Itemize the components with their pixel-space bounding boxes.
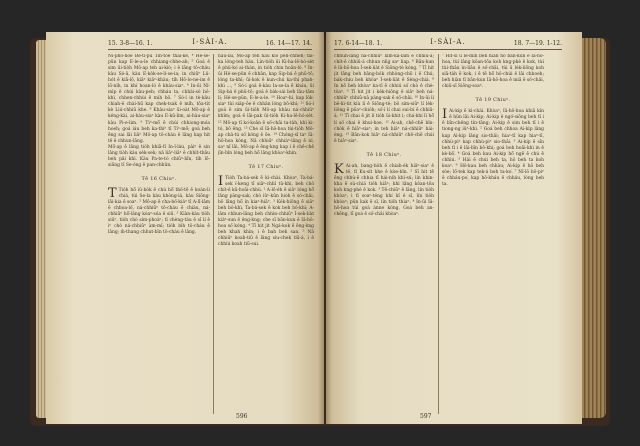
drop-cap: T — [108, 185, 117, 201]
header-rule — [108, 49, 312, 50]
left-header-range-end: 16. 14—17. 14. — [265, 40, 312, 47]
right-header-range: 17. 6-14—18. 1. — [334, 40, 383, 47]
column-divider — [213, 54, 214, 414]
chapter-heading: Tē 19 Chiuⁿ. — [475, 97, 511, 104]
left-page-header — [108, 38, 312, 50]
drop-cap: I — [442, 107, 448, 123]
verse-text: Tio̍h hō͘ iû-bo̍k ê chú hō͘ thó͘-tē ê koán-lí chiá, tùi Se-la kàu khòng-iá, kàu Siōng-lāi-kia ê soaⁿ. ² Mô-ap ê cha-bó͘-kiáⁿ tī A-lî-lâm ê chhoa-ló͘, ná-chhiūⁿ tô-cháu ê chiáu, ná-chhiūⁿ hō͘-lâng kóaⁿ-sóa ê siū. ³ Kiàn-kàu tio̍h siūⁿ, tio̍h chò sím-phoàⁿ; tī chèng-tàu ê sî lí ê ìⁿ chò ná-chhiūⁿ àm-mî; tio̍h bi̍h tô-cháu ê lâng; m̄-thang chhut-bīn tô-cháu ê lâng. — [108, 187, 210, 236]
right-header-book: I-SÀI-A. — [430, 38, 466, 46]
verse-text: Ai-kip ê kì-chài. Khòaⁿ, Iâ-hô-hoa khiâ kín ê hûn lâi Ai-kip; Ai-kip ê ngó͘-siōng beh tī i ê bīn-chêng tín-tāng; Ai-kip ê sim beh tī i ê tiong-ng iûⁿ-khì. ² Goá beh chhoa Ai-kip lâng kap Ai-kip lâng sio-thâi; hiaⁿ-tī kap hiaⁿ-tī, chhù-piⁿ kap chhù-piⁿ sio-thâi. ³ Ai-kip ê sîn beh tī i ê lāi-bīn bô-khì; goá beh hoāi-khì in ê kè-bô͘. ⁴ Goá beh kau Ai-kip hō͘ ngē ê chú ê chhiú. ⁵ Hái ê chúi beh ta, hô beh ta koh koaⁿ. ⁶ Hô-kau beh chhàu; Ai-kip ê hô beh sòe; lô͘-tek kap tek-á beh ta-ko͘. ⁷ Nî-lô hô-piⁿ ê chháu-po͘, kap hô-kháu ê chháu, lóng beh ta. — [442, 109, 544, 187]
left-column-1 — [108, 54, 210, 416]
column-divider — [438, 54, 439, 414]
left-column-2 — [218, 54, 314, 416]
verse-block: Mô͘-ap ê lâng tio̍h khiā-tī In-î-láu, pàiⁿ ê sin lâng tio̍h kàu se̍k-sek; nā liâⁿ-liâⁿ ê chhi̍t-thâu beh pâi khì. Kàu Pa-te-tò chiūⁿ-bīn, ti̍h lō-siāng tī Se-óng ê pan-chhûn. — [108, 144, 210, 168]
page-number: 597 — [420, 413, 432, 420]
right-page-header — [334, 38, 562, 50]
verse-block: ⁷ Hit-sî ū lé-mi̍h beh hiàn hō͘ bān-kun ê Iâ-hô-hoa, tùi lâng kôan-tōa koh kng-phè ê kok, tùi tùi-thâu ìn-liâu ê só͘-chāi, tùi ū le̍k-liōng koh siā-ta̍h ê kok, i ê tē hō͘ hô-chúi ê lâi chhoeh; beh hiàn tī bān-kun Iâ-hô-hoa ê miâ ê só͘-chāi, chiū-sī Siōng-soaⁿ. — [442, 54, 544, 90]
verse-text: Tio̍h Ta-bá-sek ê kì-chài. Khòaⁿ, Ta-bá-sek í-keng tī siâⁿ-chhī tû-khì, beh chò chi̍t-ê kū-hoāi-chhù. ² A-lô-e̍h ê siâⁿ lóng hō͘ lâng pàng-sak; chò iûⁿ-kûn hioh ê só͘-chāi, bô lâng hō͘ in kiaⁿ-hiâⁿ. ³ Ke̍k-hiông ê siâⁿ beh bô-khì, Ta-bá-sek ê kok beh bô-khì; A-lâm chhun-lâng beh chhin-chhiūⁿ Í-sek-lia̍t kiáⁿ-sun ê êng-kng; che sī bān-kun ê Iâ-hô-hoa só͘ kóng. ⁴ Tī hit jit Ngá-kok ê êng-kng beh khah khin; i ê bah beh san. ⁵ Nā chhiūⁿ koah-tiū ê lâng siu-chek tiū-á, i ê chhiú koah tiū-sui. — [218, 175, 314, 248]
verse-block: chhun-lâng ná-chhiūⁿ lám-ka-lám ê chhiū-á; chi̍t-ê chhiū-á chhun nn̄g saⁿ liap. ⁶ Bān-kun ê Iâ-hô-hoa Í-sek-lia̍t ê Siōng-tè kóng. ⁷ Tī hit jit lâng beh bāng-bo̍k chhòng-chō i ê Chú, ba̍k-chiu beh khòaⁿ Í-sek-lia̍t ê Sèng-chiá. ⁸ In bô beh khòaⁿ ka-tī ê chhiú só͘ chò ê chè-tôaⁿ. ⁹ Tī hit jit i ke̍k-hiông ê siâⁿ beh ná-chhiūⁿ chhiū-nâ pàng-sak ê só͘-chāi. ¹⁰ In-ūi lí bē-kì-tit kiù lí ê Siōng-tè; bô sim-siūⁿ lí le̍k-liōng ê pôaⁿ-chio̍h; só͘-í lí chai sui-bí ê chhiū-á. ¹¹ Tī chai ê jit lí tio̍h ûi-khit i; chá-khí lí hō͘ lí só͘ chai ê khui-hoe. ¹² Ai-ah, chē-chē bîn-cho̍k ê hiâⁿ-siaⁿ; in teh hiâⁿ ná-chhiūⁿ hái-éng. ¹³ Bān-kok hiâⁿ ná-chhiūⁿ chē-chē chúi ê hiâⁿ-siaⁿ. — [334, 54, 434, 144]
drop-cap: I — [218, 173, 224, 189]
right-header-range-end: 18. 7—19. 1-12. — [513, 40, 562, 47]
verse-block — [108, 185, 210, 236]
book-gutter — [318, 32, 332, 424]
verse-block: Nî-pho̍-hoe Bé-tî-pu Tîn-tôe tha̍i-ke, ⁴ Hé-se-pûn kap E-le-a-le chhiang-chhe-ah; ⁵ Goá ê sim ūi-tio̍h Mô-ap teh ai-kiò; i ê lâng tô-cháu kàu Só-ā, kàu E-ko̍k-se-lí-se-ia; in chiūⁿ Lû-ho̍t ê kiā-lō, kiâⁿ kiâⁿ-khàu; ti̍h Hô-lo-ne-im ê lō-ni̍h, in khí hoan-ló ê khàu-siaⁿ. ⁶ In-ūi Nî-mi̍p ê chúi kàu-peh; chháu ta, chhài-so̍ bô-khì, chhen-chhùi ê mi̍h bô. ⁷ Só-í in tè-kâu chiah-ê chài-hū kap chek-tsak ê mi̍h, tôa-tit kè Liú-chhiū khe. ⁸ Khàu-siaⁿ ûi-oàt Mô-ap ê kéng-kài, ai-hàu-siaⁿ kàu E-kū-lim, ai-hàu-siaⁿ kàu Pi-e-lim. ⁹ Tiⁿ-mô͘ ê chúi chhiong-móa hoeh; goá iáu beh ka-thiⁿ tī Tiⁿ-mô͘; goá beh ēng sai lâi liâⁿ Mô-ap tô-cháu ê lâng kap hit tē ê chhun-lâng. — [108, 54, 210, 144]
verse-block — [442, 109, 544, 188]
header-rule — [334, 49, 562, 50]
right-page — [326, 32, 582, 424]
page-number: 596 — [236, 413, 248, 420]
verse-block: hàu-lâi, Mô-ap teh hàu kiò pe̍h-chheh; tāi-ka lóng-teh hàu. Lín-tio̍h ūi Ki-ha-lê-hó-se̍t ê phû-ko͘ ai-thàn, in tio̍h chin hoân-ló. ⁸ In-ūi Hé-se-pûn ê chhân, kap Sip-bá ê phû-tô, lóng ta-khì; ūi-kok ê kun-chú ka-thí phah-khì ..., ⁹ Só-í goá ē-kàu Ia-se-la ê kháu, ūi Sip-bá ê phû-tô; goá ê ba̍k-sái beh lâu-tâm lí; Hé-se-pûn, E-le-a-le. ¹⁰ Hoaⁿ-hí, kap lo̍k-siaⁿ tùi sia̍p-ōe ê chhân lóng bô-khì; ¹¹ Só-í goá ê sim ūi-tio̍h Mô-ap khàu ná-chhiūⁿ khîm; goá ê lāi-pak ūi-tio̍h Ki-ha-lê-hó-se̍t. ¹² Mô-ap tī ko͘-koân ê só͘-chāi ta-ta̍h, khì ki-tó, bô ēng. ¹³ Che sī Iâ-hô-hoa tùi-tio̍h Mô-ap chá-tú só͘ kóng ê ōe. ¹⁴ Chóng-sī taⁿ Iâ-hô-hoa kóng, Nā chhiūⁿ chhiàⁿ-lâng ê nî, saⁿ nî lāi, Mô-ap ê êng-kng kap i ê chē-chē jîn-bîn lóng beh hō͘ lâng khòaⁿ-khin. — [218, 54, 314, 156]
verse-text: Ai-ah, bang-tio̍h ê chiah-e̍k hiâⁿ-siaⁿ ê tē, tī Ku-si̍t khe ê kòe-bīn. ² Sī hit tē ēng chhù-ê chhia tī hái-nih khì-sú; lín khin-kha ê sú-chiá tio̍h kiâⁿ; khì lâng kôan-tōa koh kng-phè ê kok. ³ Tē-chiūⁿ ê lâng, lín tio̍h khòaⁿ, i tī soaⁿ-téng khí kî ê sî, lín tio̍h khòaⁿ; pûn kak ê sî, lín tio̍h thiaⁿ. ⁴ In-ūi Iâ-hô-hoa tùi goá ánne kóng, Goá beh an-chēng, tī goá ê só͘-chāi khòaⁿ. — [334, 163, 434, 218]
right-column-2 — [442, 54, 544, 416]
chapter-heading: Tē 17 Chiuⁿ. — [248, 163, 284, 170]
left-page — [46, 32, 324, 424]
chapter-heading: Tē 16 Chiuⁿ. — [141, 175, 177, 182]
left-header-book: I-SÀI-A. — [192, 38, 228, 46]
right-column-1 — [334, 54, 434, 416]
verse-block — [334, 161, 434, 218]
page-edge-right — [578, 38, 606, 418]
drop-cap: K — [334, 161, 344, 177]
left-header-range: 15. 3-8—16. 1. — [108, 40, 153, 47]
verse-block — [218, 173, 314, 249]
chapter-heading: Tē 18 Chiuⁿ. — [366, 151, 402, 158]
